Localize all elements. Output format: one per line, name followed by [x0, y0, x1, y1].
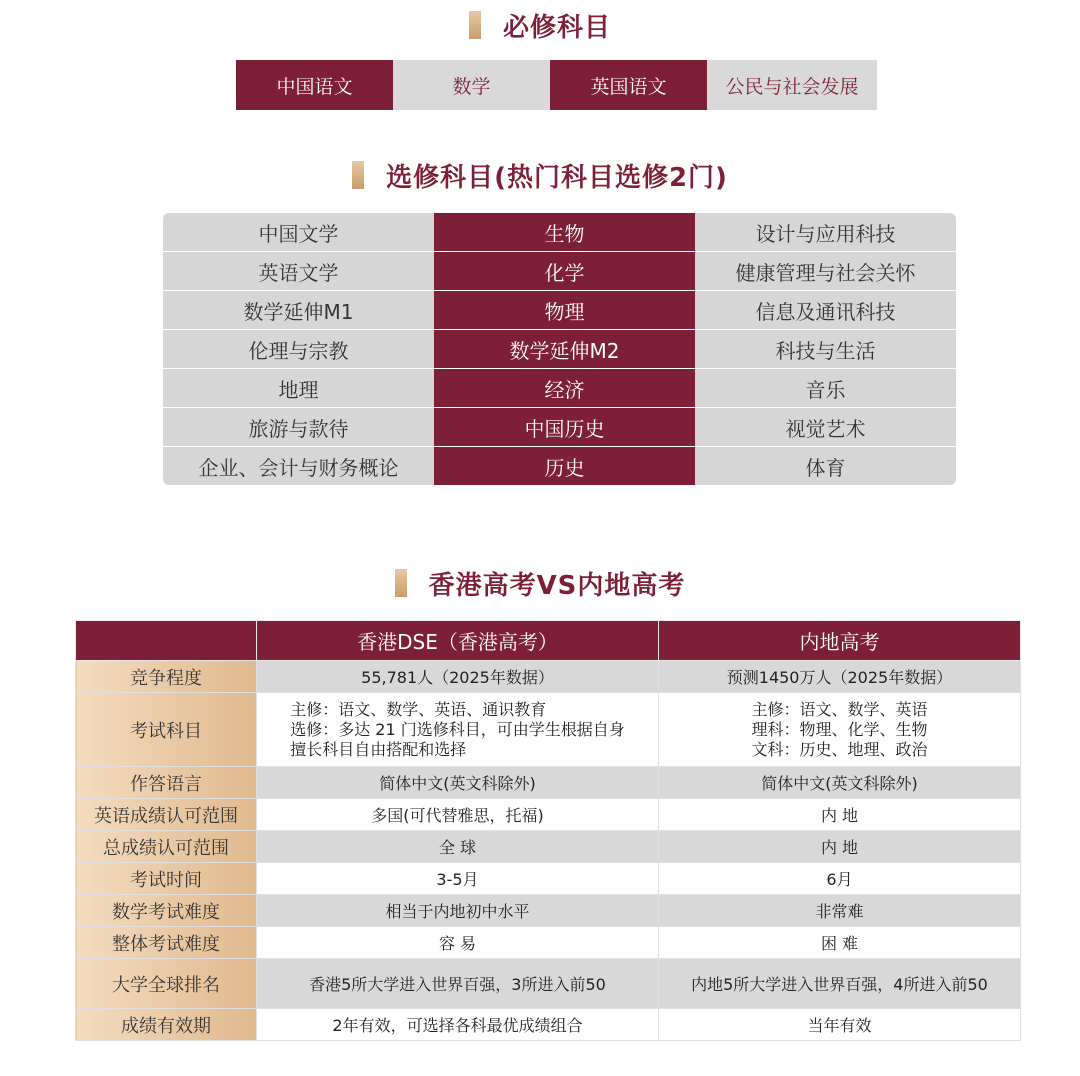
hk-value: 55,781人（2025年数据）	[257, 661, 659, 693]
elective-item-popular: 物理	[434, 291, 695, 330]
title-accent-bar	[395, 569, 407, 597]
required-title: 必修科目	[502, 12, 611, 43]
mainland-value: 非常难	[659, 895, 1021, 927]
elective-item: 科技与生活	[695, 330, 956, 369]
row-label: 整体考试难度	[76, 927, 257, 959]
electives-column-2	[434, 213, 695, 485]
elective-item: 设计与应用科技	[695, 213, 956, 252]
elective-item-popular: 经济	[434, 369, 695, 408]
hk-value: 多国(可代替雅思，托福)	[257, 799, 659, 831]
hk-value: 3-5月	[257, 863, 659, 895]
row-label: 竞争程度	[76, 661, 257, 693]
row-label: 考试时间	[76, 863, 257, 895]
elective-item: 视觉艺术	[695, 408, 956, 447]
elective-item-popular: 数学延伸M2	[434, 330, 695, 369]
table-row	[76, 1009, 1021, 1041]
header-hk: 香港DSE（香港高考）	[257, 621, 659, 661]
elective-item-popular: 历史	[544, 455, 585, 480]
hk-value: 相当于内地初中水平	[257, 895, 659, 927]
table-row	[76, 959, 1021, 1009]
electives-section-title	[0, 158, 1080, 192]
table-row	[76, 767, 1021, 799]
electives-column-3	[695, 213, 956, 485]
compare-title: 香港高考VS内地高考	[428, 570, 686, 601]
row-label: 成绩有效期	[76, 1009, 257, 1041]
elective-item: 企业、会计与财务概论	[198, 455, 399, 480]
hk-value: 全 球	[257, 831, 659, 863]
required-subject-chinese: 中国语文	[236, 60, 393, 110]
hk-value	[257, 693, 659, 767]
table-row	[76, 927, 1021, 959]
elective-item-popular: 生物	[434, 213, 695, 252]
mainland-value: 困 难	[659, 927, 1021, 959]
title-accent-bar	[469, 11, 481, 39]
row-label: 英语成绩认可范围	[76, 799, 257, 831]
mainland-value: 简体中文(英文科除外)	[659, 767, 1021, 799]
electives-grid	[163, 213, 956, 485]
hk-value: 容 易	[257, 927, 659, 959]
hk-value: 香港5所大学进入世界百强，3所进入前50	[257, 959, 659, 1009]
table-row	[76, 863, 1021, 895]
elective-item: 体育	[805, 455, 846, 480]
elective-item: 地理	[163, 369, 434, 408]
title-accent-bar	[352, 161, 364, 189]
row-label: 作答语言	[76, 767, 257, 799]
hk-subjects-line: 擅长科目自由搭配和选择	[290, 739, 467, 759]
table-row	[76, 831, 1021, 863]
mainland-value: 内地5所大学进入世界百强，4所进入前50	[659, 959, 1021, 1009]
mainland-value: 内 地	[659, 831, 1021, 863]
elective-item: 健康管理与社会关怀	[695, 252, 956, 291]
mainland-subjects-text	[751, 700, 927, 760]
table-row	[76, 661, 1021, 693]
comparison-table	[75, 620, 1021, 1041]
elective-item: 旅游与款待	[163, 408, 434, 447]
compare-section-title	[0, 566, 1080, 600]
row-label: 数学考试难度	[76, 895, 257, 927]
required-subject-english: 英国语文	[550, 60, 707, 110]
table-row	[76, 693, 1021, 767]
hk-subjects-line: 主修：语文、数学、英语、通识教育	[290, 699, 547, 719]
elective-item-popular: 化学	[434, 252, 695, 291]
required-subject-citizenship: 公民与社会发展	[707, 60, 877, 110]
elective-item: 伦理与宗教	[163, 330, 434, 369]
elective-item: 音乐	[695, 369, 956, 408]
elective-item: 英语文学	[163, 252, 434, 291]
hk-value: 简体中文(英文科除外)	[257, 767, 659, 799]
header-mainland: 内地高考	[659, 621, 1021, 661]
row-label: 大学全球排名	[76, 959, 257, 1009]
elective-item: 信息及通讯科技	[695, 291, 956, 330]
elective-item: 中国文学	[163, 213, 434, 252]
table-header-row	[76, 621, 1021, 661]
electives-column-1	[163, 213, 434, 485]
mainland-value: 6月	[659, 863, 1021, 895]
hk-value: 2年有效，可选择各科最优成绩组合	[257, 1009, 659, 1041]
mainland-subjects-line: 主修：语文、数学、英语	[751, 699, 928, 719]
table-row	[76, 895, 1021, 927]
elective-item-popular: 中国历史	[434, 408, 695, 447]
mainland-value	[659, 693, 1021, 767]
row-label: 考试科目	[76, 693, 257, 767]
required-subject-math: 数学	[393, 60, 550, 110]
electives-title: 选修科目(热门科目选修2门)	[386, 162, 728, 193]
required-section-title	[0, 8, 1080, 42]
mainland-value: 预测1450万人（2025年数据）	[659, 661, 1021, 693]
mainland-value: 内 地	[659, 799, 1021, 831]
mainland-subjects-line: 文科：历史、地理、政治	[751, 739, 928, 759]
table-row	[76, 799, 1021, 831]
mainland-value: 当年有效	[659, 1009, 1021, 1041]
required-subjects-row	[236, 60, 877, 110]
mainland-subjects-line: 理科：物理、化学、生物	[751, 719, 928, 739]
elective-item: 数学延伸M1	[163, 291, 434, 330]
hk-subjects-text	[290, 700, 625, 760]
row-label: 总成绩认可范围	[76, 831, 257, 863]
header-blank	[76, 621, 257, 661]
hk-subjects-line: 选修：多达 21 门选修科目，可由学生根据自身	[290, 719, 625, 739]
